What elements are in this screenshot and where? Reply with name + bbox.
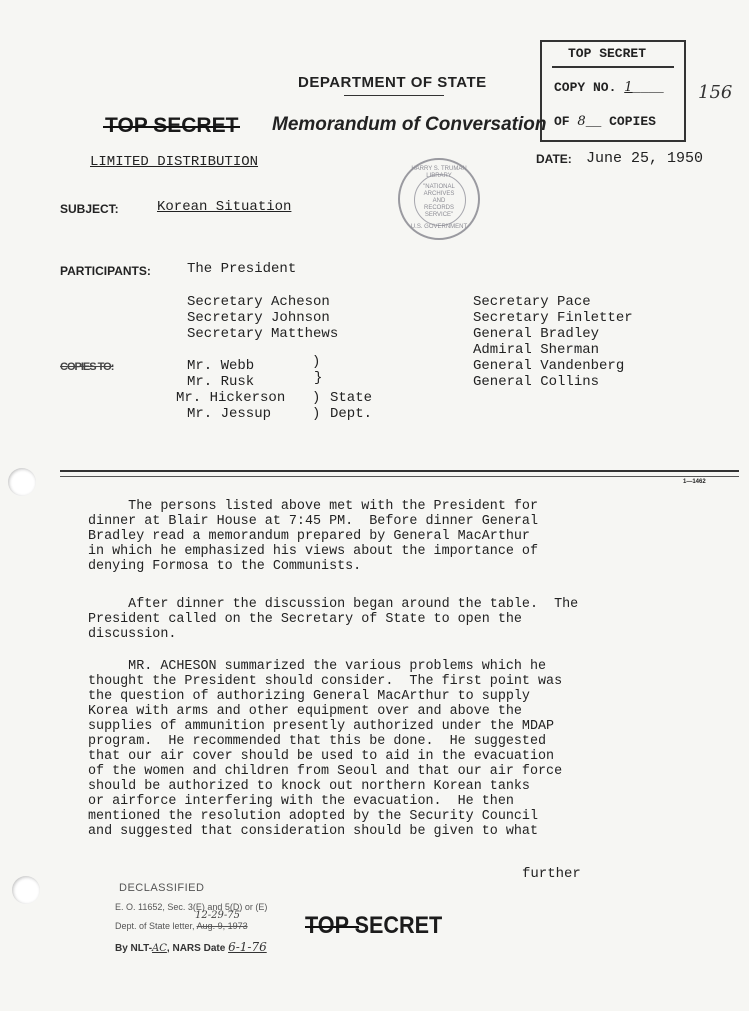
participant-lead: The President [187, 261, 297, 277]
participants-label: PARTICIPANTS: [60, 264, 151, 278]
copies-name: Mr. Webb [187, 358, 255, 374]
punch-hole [8, 468, 36, 496]
participant-left: Secretary Matthews [187, 326, 339, 342]
continued-word: further [522, 866, 581, 882]
body-paragraph-2: After dinner the discussion began around the table. The President called on the Secretary of State to open the discussion. [88, 597, 579, 642]
memo-title: Memorandum of Conversation [272, 114, 547, 135]
handwritten-page-number: 156 [698, 82, 733, 103]
copies-name: Mr. Hickerson [176, 390, 286, 406]
separator-rule [60, 470, 739, 477]
copies-group: Dept. [330, 406, 373, 422]
participant-right: General Bradley [473, 326, 600, 342]
stamp-copy-line: COPY NO. 1____ [554, 80, 664, 95]
date-value: June 25, 1950 [586, 150, 704, 167]
copies-name: Mr. Jessup [187, 406, 272, 422]
punch-hole [12, 876, 40, 904]
limited-distribution: LIMITED DISTRIBUTION [90, 154, 259, 170]
copies-count-handwritten: 8 [577, 114, 586, 129]
body-paragraph-1: The persons listed above met with the President for dinner at Blair House at 7:45 PM. Before dinner General Bradley read a memorandum prepared by General MacArthur in which he emphasized his views about the importance of denying Formosa to the Communists. [88, 499, 538, 574]
document-page: TOP SECRET COPY NO. 1____ OF 8__ COPIES 156 DEPARTMENT OF STATE Memorandum of Conversation TOP SECRET LIMITED DISTRIBUTION DATE: June 25, 1950 HARRY S. TRUMAN LIBRARY "NATIONAL ARCHIVES AND RECORDS SERVICE" U.S. GOVERNMENT SUBJECT: Korean Situation PARTICIPANTS: The President Secretary Acheson Secretary Johnson Secretary Matthews Secretary Pace Secretary Finletter General Bradley Admiral Sherman General Vandenberg General Collins COPIES TO: Mr. Webb Mr. Rusk Mr. Hickerson Mr. Jessup ) } ) ) State Dept. 1—1462 The persons listed above met with the President for dinner at Blair House at 7:45 PM. Before dinner General Bradley read a memorandum prepared by General MacArthur in which he emphasized his views about the importance of denying Formosa to the Communists. After dinner the discussion began around the table. The President called on the Secretary of State to open the discussion. MR. ACHESON summarized the various problems which he thought the President should consider. The first point was the question of authorizing General MacArthur to supply Korea with arms and other equipment over and above the supplies of ammunition presently authorized under the MDAP program. He recommended that this be done. He suggested that our air cover should be used to aid in the evacuation of the women and children from Seoul and that our air force should be authorized to knock out northern Korean tanks or airforce interfering with the evacuation. He then mentioned the resolution adopted by the Security Council and suggested that consideration should be given to what further DECLASSIFIED E. O. 11652, Sec. 3(E) and 5(D) or (E) 12-29-75 Dept. of State letter, Aug. 9, 1973 By NLT-AC, NARS Date 6-1-76 TOP SECRET [0, 0, 749, 1011]
stamp-top-secret: TOP SECRET [568, 46, 647, 61]
form-number: 1—1462 [683, 479, 706, 485]
archive-seal: HARRY S. TRUMAN LIBRARY "NATIONAL ARCHIVES AND RECORDS SERVICE" U.S. GOVERNMENT [398, 158, 480, 240]
stamp-of-copies-line: OF 8__ COPIES [554, 114, 656, 129]
participant-left: Secretary Acheson [187, 294, 330, 310]
department-heading: DEPARTMENT OF STATE [298, 74, 487, 91]
date-label: DATE: [536, 152, 572, 166]
participant-right: General Vandenberg [473, 358, 625, 374]
copies-group: State [330, 390, 373, 406]
body-paragraph-3: MR. ACHESON summarized the various problems which he thought the President should consider. The first point was the question of authorizing General MacArthur to supply Korea with arms and other equipment over and above the supplies of ammunition presently authorized under the MDAP program. He recommended that this be done. He suggested that our air cover should be used to aid in the evacuation of the women and children from Seoul and that our air force should be authorized to knock out northern Korean tanks or airforce interfering with the evacuation. He then mentioned the resolution adopted by the Security Council and suggested that consideration should be given to what [88, 659, 563, 839]
subject-label: SUBJECT: [60, 202, 119, 216]
struck-top-secret: TOP SECRET [105, 114, 239, 137]
participant-right: Admiral Sherman [473, 342, 600, 358]
participant-right: Secretary Pace [473, 294, 591, 310]
copies-name: Mr. Rusk [187, 374, 255, 390]
copy-number-handwritten: 1 [624, 80, 633, 95]
footer-top-secret: TOP SECRET [305, 912, 443, 939]
copy-number-stamp [540, 40, 686, 142]
participant-left: Secretary Johnson [187, 310, 330, 326]
participant-right: Secretary Finletter [473, 310, 633, 326]
participant-right: General Collins [473, 374, 600, 390]
copies-to-label: COPIES TO: [60, 361, 114, 373]
subject-value: Korean Situation [157, 199, 292, 215]
